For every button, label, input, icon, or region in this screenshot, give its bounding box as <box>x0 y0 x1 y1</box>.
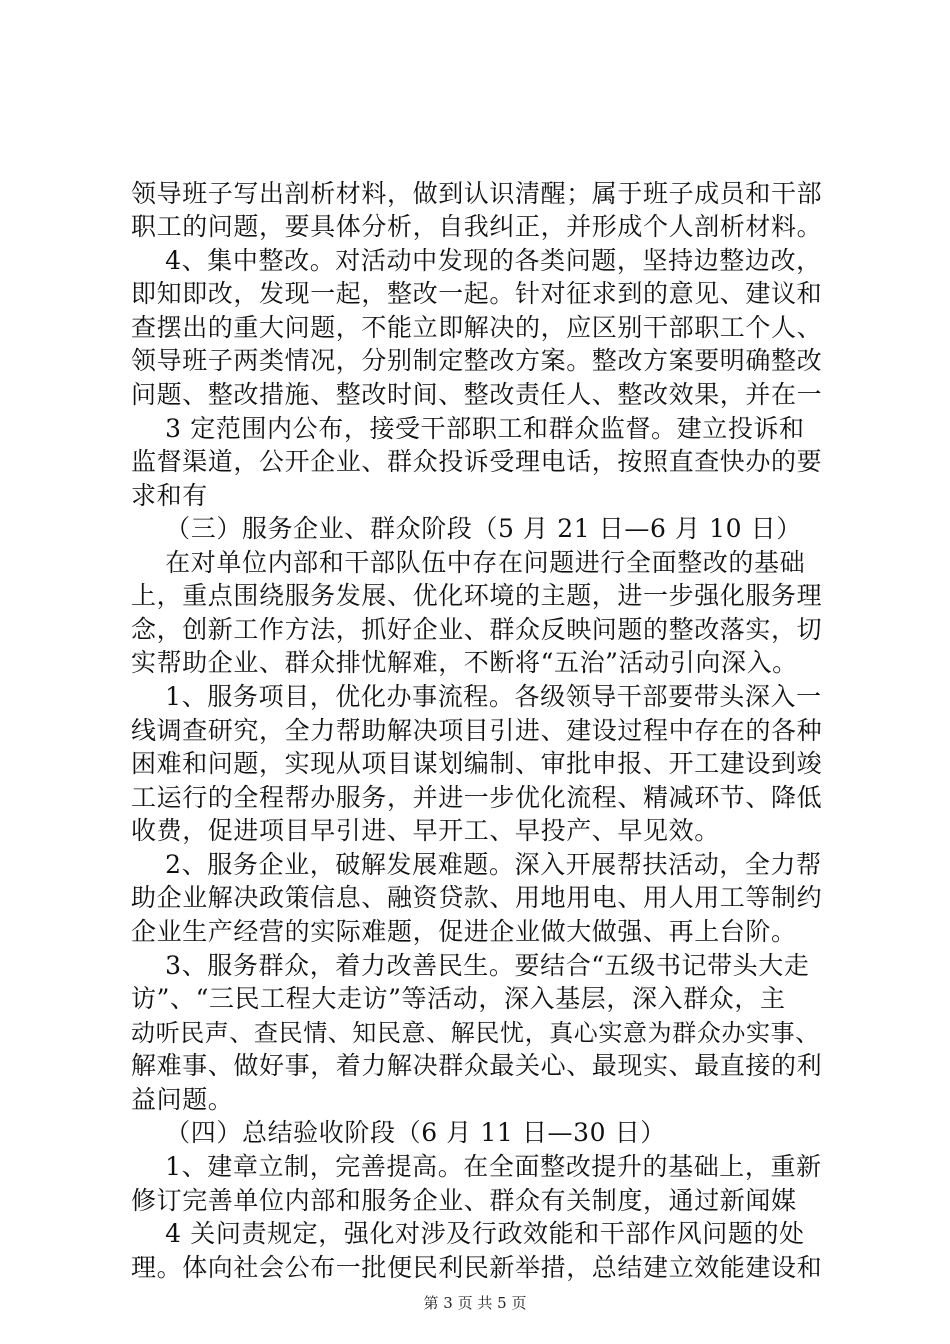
text-line: 上，重点围绕服务发展、优化环境的主题，进一步强化服务理 <box>131 581 823 610</box>
text-line: 解难事、做好事，着力解决群众最关心、最现实、最直接的利 <box>131 1051 823 1080</box>
text-line: 理。体向社会公布一批便民利民新举措，总结建立效能建设和 <box>131 1253 823 1282</box>
text-line: 念，创新工作方法，抓好企业、群众反映问题的整改落实，切 <box>131 615 823 644</box>
text-line: 查摆出的重大问题，不能立即解决的，应区别干部职工个人、 <box>131 313 823 342</box>
text-line: 困难和问题，实现从项目谋划编制、审批申报、开工建设到竣 <box>131 749 823 778</box>
text-line: 访”、“三民工程大走访”等活动，深入基层，深入群众，主 <box>131 984 786 1013</box>
text-line: 领导班子两类情况，分别制定整改方案。整改方案要明确整改 <box>131 346 823 375</box>
text-line: 工运行的全程帮办服务，并进一步优化流程、精减环节、降低 <box>131 783 823 812</box>
text-line: 3、服务群众，着力改善民生。要结合“五级书记带头大走 <box>131 951 810 980</box>
text-line: 实帮助企业、群众排忧解难，不断将“五治”活动引向深入。 <box>131 648 798 677</box>
text-line: 求和有 <box>131 481 208 510</box>
text-line: 修订完善单位内部和服务企业、群众有关制度，通过新闻媒 <box>131 1186 797 1215</box>
text-line: 收费，促进项目早引进、早开工、早投产、早见效。 <box>131 816 720 845</box>
text-line: 3 定范围内公布，接受干部职工和群众监督。建立投诉和 <box>131 414 805 443</box>
text-line: 监督渠道，公开企业、群众投诉受理电话，按照直查快办的要 <box>131 447 823 476</box>
text-line: 1、服务项目，优化办事流程。各级领导干部要带头深入一 <box>131 682 822 711</box>
page-footer: 第 3 页 共 5 页 <box>423 1294 527 1312</box>
section-heading: （三）服务企业、群众阶段（5 月 21 日—6 月 10 日） <box>131 514 802 543</box>
text-line: 在对单位内部和干部队伍中存在问题进行全面整改的基础 <box>131 548 806 577</box>
text-line: 线调查研究，全力帮助解决项目引进、建设过程中存在的各种 <box>131 716 823 745</box>
text-line: 4、集中整改。对活动中发现的各类问题，坚持边整边改， <box>131 246 822 275</box>
text-line: 2、服务企业，破解发展难题。深入开展帮扶活动，全力帮 <box>131 850 822 879</box>
text-line: 益问题。 <box>131 1085 234 1114</box>
text-line: 职工的问题，要具体分析，自我纠正，并形成个人剖析材料。 <box>131 212 823 241</box>
text-line: 企业生产经营的实际难题，促进企业做大做强、再上台阶。 <box>131 917 797 946</box>
text-line: 领导班子写出剖析材料，做到认识清醒；属于班子成员和干部 <box>131 179 823 208</box>
text-line: 助企业解决政策信息、融资贷款、用地用电、用人用工等制约 <box>131 883 823 912</box>
section-heading: （四）总结验收阶段（6 月 11 日—30 日） <box>131 1118 666 1147</box>
text-line: 4 关问责规定，强化对涉及行政效能和干部作风问题的处 <box>131 1219 805 1248</box>
text-line: 动听民声、查民情、知民意、解民忧，真心实意为群众办实事、 <box>131 1019 820 1047</box>
text-line: 1、建章立制，完善提高。在全面整改提升的基础上，重新 <box>131 1152 822 1181</box>
text-line: 问题、整改措施、整改时间、整改责任人、整改效果，并在一 <box>131 380 823 409</box>
text-line: 即知即改，发现一起，整改一起。针对征求到的意见、建议和 <box>131 279 823 308</box>
